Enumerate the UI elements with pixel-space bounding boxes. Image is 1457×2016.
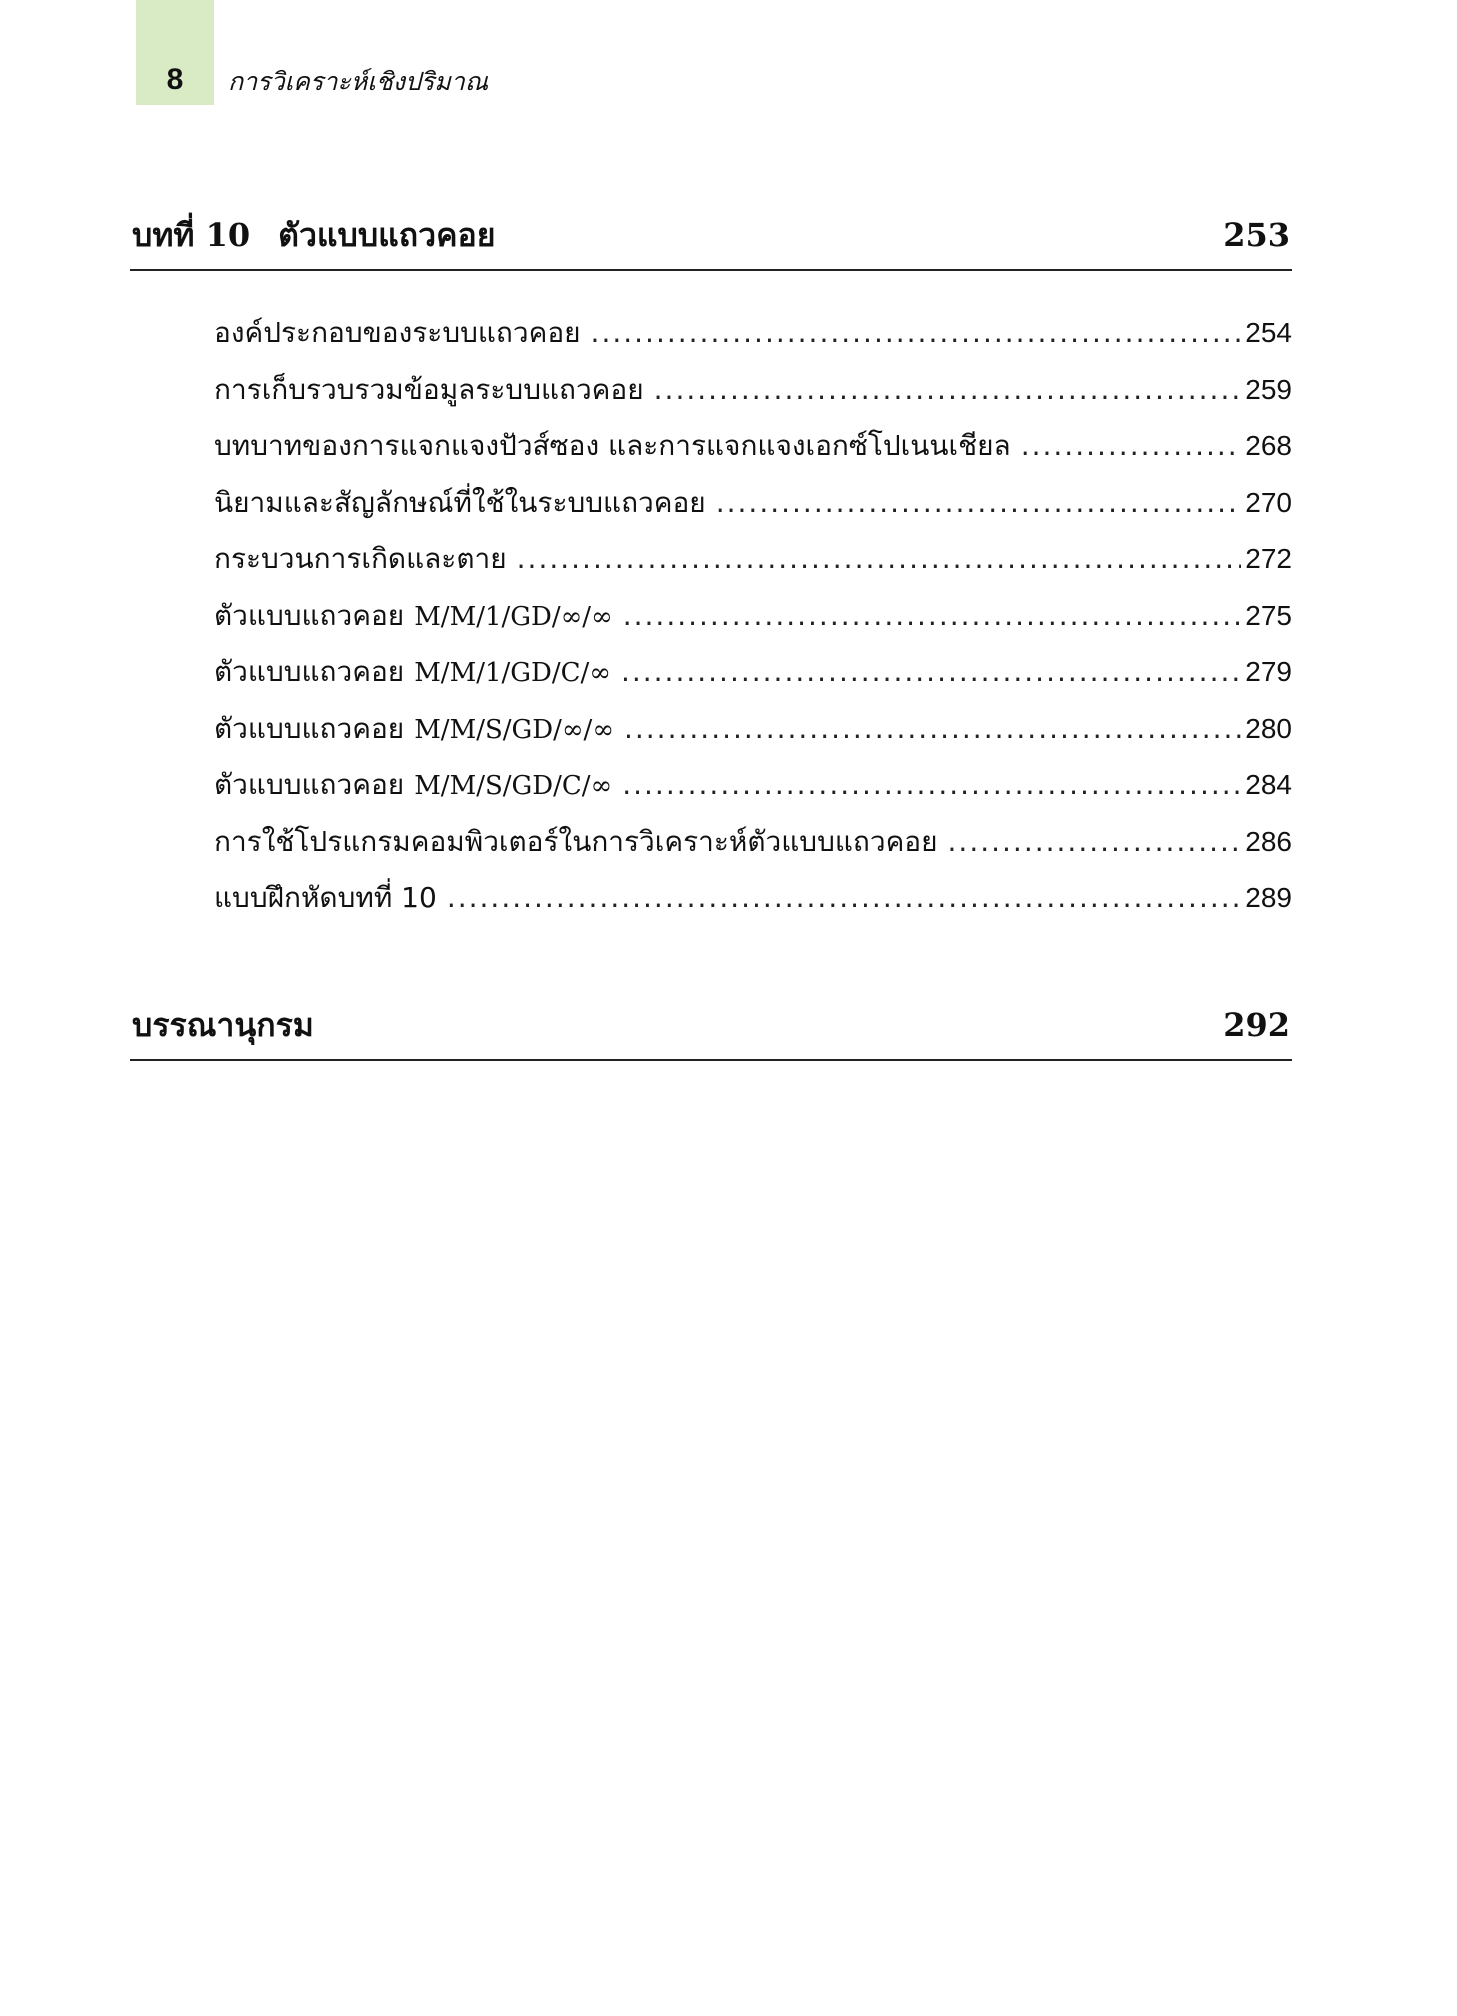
toc-entry-page: 284 xyxy=(1245,769,1292,800)
toc-entry[interactable] xyxy=(214,765,1292,822)
dot-leader xyxy=(623,596,1242,636)
chapter-number: บทที่ 10 xyxy=(132,216,251,254)
page-number: 8 xyxy=(166,63,184,96)
toc-entry-title: นิยามและสัญลักษณ์ที่ใช้ในระบบแถวคอย xyxy=(214,485,706,519)
chapter-page: 253 xyxy=(1223,216,1290,254)
toc-entry-page: 286 xyxy=(1245,825,1292,857)
dot-leader xyxy=(621,652,1241,692)
toc-entry-page: 272 xyxy=(1245,543,1292,574)
toc-entry[interactable] xyxy=(214,483,1292,540)
bibliography-title: บรรณานุกรม xyxy=(132,1006,314,1044)
toc-entry-page: 268 xyxy=(1245,430,1292,461)
dot-leader xyxy=(591,313,1242,353)
toc-entry-title: ตัวแบบแถวคอย M/M/S/GD/∞/∞ xyxy=(214,711,614,745)
chapter-heading-title xyxy=(132,214,496,256)
toc-list xyxy=(214,313,1292,935)
toc-entry[interactable] xyxy=(214,426,1292,483)
toc-entry[interactable] xyxy=(214,822,1292,879)
toc-entry[interactable] xyxy=(214,709,1292,766)
toc-entry-page: 275 xyxy=(1245,599,1292,631)
toc-entry[interactable] xyxy=(214,370,1292,427)
toc-entry-page: 254 xyxy=(1245,317,1292,348)
dot-leader xyxy=(447,878,1241,918)
toc-entry-page: 289 xyxy=(1245,882,1292,913)
dot-leader xyxy=(624,709,1241,749)
toc-entry-title: บทบาทของการแจกแจงปัวส์ซอง และการแจกแจงเอกซ์โปเนนเชียล xyxy=(214,429,1011,462)
bibliography-heading[interactable] xyxy=(132,1004,1290,1046)
dot-leader xyxy=(517,539,1242,579)
dot-leader xyxy=(948,822,1242,862)
toc-entry-title: องค์ประกอบของระบบแถวคอย xyxy=(214,316,581,349)
toc-entry[interactable] xyxy=(214,539,1292,596)
toc-entry[interactable] xyxy=(214,313,1292,370)
bibliography-page: 292 xyxy=(1223,1006,1290,1044)
toc-entry-title: การเก็บรวบรวมข้อมูลระบบแถวคอย xyxy=(214,372,644,406)
toc-entry-page: 279 xyxy=(1245,656,1292,687)
toc-entry[interactable] xyxy=(214,878,1292,935)
dot-leader xyxy=(654,370,1242,410)
dot-leader xyxy=(622,765,1241,805)
toc-entry-title: ตัวแบบแถวคอย M/M/1/GD/C/∞ xyxy=(214,655,611,688)
toc-entry[interactable] xyxy=(214,652,1292,709)
toc-entry-title: ตัวแบบแถวคอย M/M/S/GD/C/∞ xyxy=(214,768,613,801)
running-title: การวิเคราะห์เชิงปริมาณ xyxy=(228,67,489,96)
queue-model-notation: M/M/S/GD/∞/∞ xyxy=(414,714,614,745)
toc-entry-title: การใช้โปรแกรมคอมพิวเตอร์ในการวิเคราะห์ตัวแบบแถวคอย xyxy=(214,824,938,858)
toc-entry-page: 259 xyxy=(1245,373,1292,405)
toc-entry[interactable] xyxy=(214,596,1292,653)
queue-model-notation: M/M/1/GD/∞/∞ xyxy=(414,601,613,632)
toc-entry-page: 280 xyxy=(1245,712,1292,744)
toc-entry-title: แบบฝึกหัดบทที่ 10 xyxy=(214,881,437,914)
queue-model-notation: M/M/S/GD/C/∞ xyxy=(414,771,613,801)
toc-entry-title: ตัวแบบแถวคอย M/M/1/GD/∞/∞ xyxy=(214,598,613,632)
chapter-divider xyxy=(130,269,1292,271)
bibliography-divider xyxy=(130,1059,1292,1061)
chapter-title: ตัวแบบแถวคอย xyxy=(278,216,496,254)
queue-model-notation: M/M/1/GD/C/∞ xyxy=(414,658,611,688)
chapter-heading xyxy=(132,214,1290,256)
toc-entry-title: กระบวนการเกิดและตาย xyxy=(214,542,507,575)
toc-entry-page: 270 xyxy=(1245,486,1292,518)
dot-leader xyxy=(1021,426,1242,466)
dot-leader xyxy=(716,483,1242,523)
